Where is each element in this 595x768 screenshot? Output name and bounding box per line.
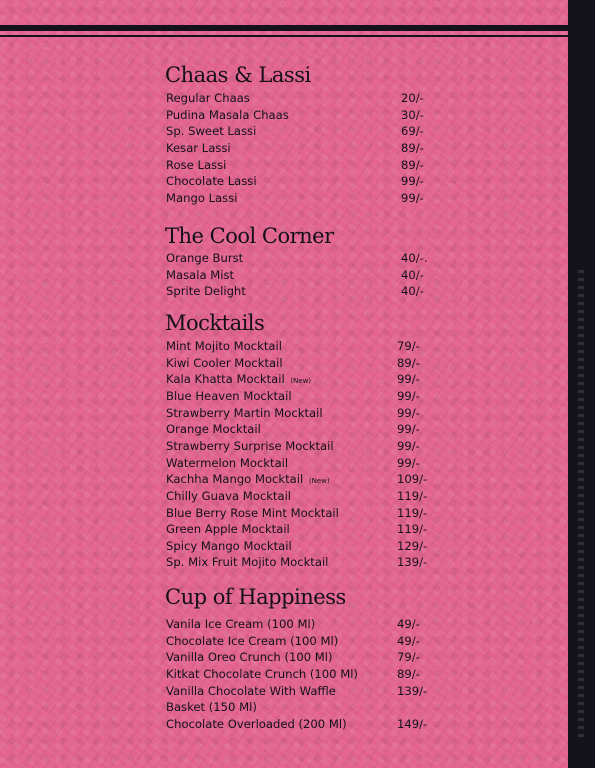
menu-item <box>166 649 436 666</box>
menu-item-name <box>166 666 358 683</box>
menu-item-price: 99/- <box>397 422 420 437</box>
menu-item-price: 109/- <box>397 472 428 487</box>
menu-item-price: 89/- <box>397 666 420 681</box>
menu-item-name <box>166 107 289 124</box>
menu-item-name-text: Mint Mojito Mocktail <box>166 339 282 353</box>
menu-item-name-text: Mango Lassi <box>166 190 238 205</box>
menu-item-price: 40/- <box>401 284 424 299</box>
menu-item-name-text: Chilly Guava Mocktail <box>166 488 292 503</box>
menu-item <box>166 190 436 207</box>
menu-item-price: 69/- <box>401 124 424 139</box>
menu-item <box>166 123 436 140</box>
menu-item <box>166 455 436 472</box>
menu-item <box>166 554 436 571</box>
menu-item <box>166 488 436 505</box>
menu-item-price: 119/- <box>397 505 428 520</box>
menu-item <box>166 371 436 388</box>
menu-item <box>166 538 436 555</box>
menu-item <box>166 505 436 522</box>
menu-item <box>166 633 436 650</box>
menu-item <box>166 173 436 190</box>
menu-item-price: 40/-. <box>401 251 428 265</box>
menu-item-name <box>166 616 315 633</box>
menu-item-price: 99/- <box>397 455 420 470</box>
menu-item-name-text: Strawberry Martin Mocktail <box>166 405 323 420</box>
menu-item-name <box>166 421 261 438</box>
menu-item-name <box>166 649 333 666</box>
menu-item-price: 99/- <box>397 388 420 403</box>
menu-item-price: 30/- <box>401 107 424 122</box>
menu-item-price: 149/- <box>397 716 428 731</box>
menu-item-name <box>166 633 338 650</box>
menu-item-price: 89/- <box>401 157 424 172</box>
menu-item-name <box>166 405 323 422</box>
menu-item <box>166 405 436 422</box>
menu-item-name-text: Kachha Mango Mocktail <box>166 472 304 487</box>
menu-item-name <box>166 438 334 455</box>
menu-item <box>166 250 436 267</box>
menu-item-name <box>166 338 282 355</box>
section-title: The Cool Corner <box>165 224 334 248</box>
menu-item <box>166 157 436 174</box>
menu-item-name-text: Blue Berry Rose Mint Mocktail <box>166 505 339 520</box>
menu-item-price: 119/- <box>397 488 428 503</box>
menu-item-price: 99/- <box>397 372 420 387</box>
menu-item-price: 99/- <box>397 405 420 420</box>
menu-item-name-text: Chocolate Ice Cream (100 Ml) <box>166 633 339 648</box>
menu-item <box>166 421 436 438</box>
menu-item-name-text: Basket (150 Ml) <box>166 700 257 715</box>
menu-item-name-text: Regular Chaas <box>166 91 250 105</box>
menu-item <box>166 140 436 157</box>
menu-item-name-text: Kiwi Cooler Mocktail <box>166 355 283 370</box>
menu-item <box>166 683 436 700</box>
side-decorative-strip <box>568 0 595 768</box>
menu-item-name-text: Watermelon Mocktail <box>166 455 289 470</box>
menu-item-name <box>166 683 336 700</box>
menu-item-price: 40/- <box>401 267 424 282</box>
menu-item <box>166 438 436 455</box>
menu-item-name-text: Sprite Delight <box>166 284 246 299</box>
menu-item-name-text: Spicy Mango Mocktail <box>166 538 292 553</box>
menu-item-name-text: Kitkat Chocolate Crunch (100 Ml) <box>166 666 358 681</box>
top-border-thick <box>0 25 568 31</box>
menu-item <box>166 267 436 284</box>
menu-item-name <box>166 716 347 733</box>
menu-item <box>166 107 436 124</box>
menu-item <box>166 666 436 683</box>
new-badge: (New) <box>290 377 312 386</box>
menu-item <box>166 283 436 300</box>
menu-item-price: 99/- <box>401 190 424 205</box>
menu-item-name <box>166 554 328 571</box>
menu-item-name <box>166 123 256 140</box>
menu-item-name <box>166 250 243 267</box>
menu-item-price: 99/- <box>397 438 420 453</box>
section-title: Chaas & Lassi <box>165 63 311 87</box>
menu-item-price: 20/- <box>401 91 424 105</box>
menu-item-price: 99/- <box>401 174 424 189</box>
section-title: Cup of Happiness <box>165 585 346 609</box>
menu-item-name <box>166 488 291 505</box>
menu-item-name-text: Rose Lassi <box>166 157 227 172</box>
menu-item-name-text: Masala Mist <box>166 267 235 282</box>
menu-item <box>166 388 436 405</box>
menu-item-name <box>166 388 292 405</box>
menu-item <box>166 355 436 372</box>
menu-item <box>166 716 436 733</box>
menu-item-price: 139/- <box>397 555 428 570</box>
menu-item <box>166 338 436 355</box>
menu-item-name-text: Chocolate Lassi <box>166 174 257 189</box>
menu-item-name <box>166 140 231 157</box>
menu-item <box>166 699 436 716</box>
menu-item-price: 49/- <box>397 633 420 648</box>
menu-item-name-text: Kesar Lassi <box>166 140 231 155</box>
menu-item-name <box>166 455 288 472</box>
menu-item-name-text: Vanilla Oreo Crunch (100 Ml) <box>166 650 333 665</box>
menu-item-name-text: Blue Heaven Mocktail <box>166 388 292 403</box>
menu-item <box>166 521 436 538</box>
menu-item-price: 49/- <box>397 617 420 631</box>
menu-item-name <box>166 521 290 538</box>
menu-item-name-text: Vanila Ice Cream (100 Ml) <box>166 617 316 631</box>
section-title: Mocktails <box>165 311 265 335</box>
menu-item-name-text: Orange Mocktail <box>166 422 261 437</box>
menu-item-name-text: Sp. Sweet Lassi <box>166 124 257 139</box>
menu-item-name <box>166 699 257 716</box>
menu-item-name-text: Green Apple Mocktail <box>166 522 290 537</box>
menu-item-name <box>166 355 283 372</box>
menu-item-name <box>166 190 237 207</box>
menu-item-name <box>166 90 250 107</box>
menu-item-name <box>166 267 234 284</box>
menu-item-name-text: Kala Khatta Mocktail <box>166 372 285 387</box>
menu-item-name <box>166 157 226 174</box>
menu-item-name-text: Pudina Masala Chaas <box>166 107 289 122</box>
menu-item-name <box>166 283 246 300</box>
menu-item-price: 89/- <box>401 140 424 155</box>
menu-item-price: 79/- <box>397 339 420 353</box>
menu-item-name-text: Strawberry Surprise Mocktail <box>166 438 334 453</box>
menu-item-price: 119/- <box>397 522 428 537</box>
new-badge: (New) <box>308 477 330 486</box>
menu-item-price: 139/- <box>397 683 428 698</box>
menu-item-price: 89/- <box>397 355 420 370</box>
menu-item-name <box>166 505 339 522</box>
menu-item <box>166 471 436 488</box>
menu-item <box>166 616 436 633</box>
menu-item-name-text: Vanilla Chocolate With Waffle <box>166 683 336 698</box>
menu-item <box>166 90 436 107</box>
menu-item-name <box>166 538 292 555</box>
menu-item-name <box>166 173 257 190</box>
menu-item-price: 79/- <box>397 650 420 665</box>
menu-item-name-text: Sp. Mix Fruit Mojito Mocktail <box>166 555 329 570</box>
top-border-thin <box>0 35 568 37</box>
menu-item-price: 129/- <box>397 538 428 553</box>
menu-item-name-text: Orange Burst <box>166 251 244 265</box>
menu-item-name-text: Chocolate Overloaded (200 Ml) <box>166 716 347 731</box>
